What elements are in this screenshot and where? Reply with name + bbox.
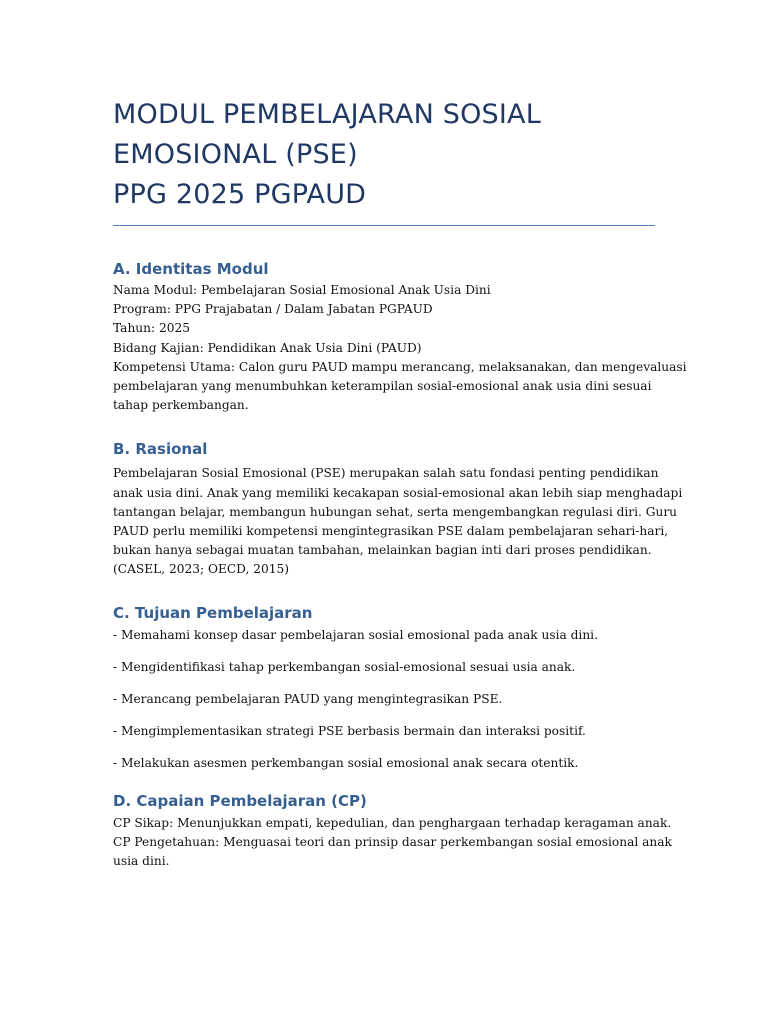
text-line: tahap perkembangan. <box>113 398 249 413</box>
text-line: Program: PPG Prajabatan / Dalam Jabatan PGPAUD <box>113 302 433 317</box>
text-line: (CASEL, 2023; OECD, 2015) <box>113 562 290 577</box>
section-body <box>113 814 672 872</box>
section-body <box>113 281 687 415</box>
text-line: Nama Modul: Pembelajaran Sosial Emosional Anak Usia Dini <box>113 283 491 297</box>
section-heading: C. Tujuan Pembelajaran <box>113 603 313 622</box>
section-heading: A. Identitas Modul <box>113 260 269 278</box>
text-line: CP Sikap: Menunjukkan empati, kepedulian, dan penghargaan terhadap keragaman anak. <box>113 815 672 830</box>
list-item: - Melakukan asesmen perkembangan sosial emosional anak secara otentik. <box>113 755 579 770</box>
list-item: - Mengimplementasikan strategi PSE berbasis bermain dan interaksi positif. <box>113 723 586 738</box>
title-line: PPG 2025 PGPAUD <box>113 179 367 210</box>
text-line: anak usia dini. Anak yang memiliki kecakapan sosial-emosional akan lebih siap menghadapi <box>113 485 683 500</box>
text-line: bukan hanya sebagai muatan tambahan, melainkan bagian inti dari proses pendidikan. <box>113 543 652 558</box>
section-heading: D. Capaian Pembelajaran (CP) <box>113 791 367 810</box>
text-line: usia dini. <box>113 854 170 869</box>
text-line: Kompetensi Utama: Calon guru PAUD mampu merancang, melaksanakan, dan mengevaluasi <box>113 359 687 374</box>
title-line: EMOSIONAL (PSE) <box>113 139 358 170</box>
text-line: tantangan belajar, membangun hubungan sehat, serta mengembangkan regulasi diri. Guru <box>113 504 678 519</box>
text-line: Pembelajaran Sosial Emosional (PSE) merupakan salah satu fondasi penting pendidikan <box>113 466 659 481</box>
title-line: MODUL PEMBELAJARAN SOSIAL <box>113 99 541 130</box>
section-body <box>113 464 683 579</box>
title-divider <box>113 225 655 226</box>
list-item: - Merancang pembelajaran PAUD yang mengintegrasikan PSE. <box>113 691 503 706</box>
list-item: - Memahami konsep dasar pembelajaran sosial emosional pada anak usia dini. <box>113 627 598 642</box>
text-line: PAUD perlu memiliki kompetensi mengintegrasikan PSE dalam pembelajaran sehari-hari, <box>113 524 669 539</box>
text-line: Bidang Kajian: Pendidikan Anak Usia Dini (PAUD) <box>113 340 422 355</box>
text-line: CP Pengetahuan: Menguasai teori dan prinsip dasar perkembangan sosial emosional anak <box>113 835 672 850</box>
section-tujuan-pembelajaran <box>113 603 655 773</box>
text-line: Tahun: 2025 <box>113 321 190 336</box>
section-heading: B. Rasional <box>113 440 208 459</box>
section-rasional <box>113 439 683 579</box>
text-line: pembelajaran yang menumbuhkan keterampilan sosial-emosional anak usia dini sesuai <box>113 379 652 394</box>
goal-list <box>113 626 655 773</box>
document-page <box>113 95 687 871</box>
section-identitas-modul <box>113 259 687 415</box>
document-title <box>113 95 655 215</box>
section-capaian-pembelajaran <box>113 791 672 872</box>
list-item: - Mengidentifikasi tahap perkembangan sosial-emosional sesuai usia anak. <box>113 659 576 674</box>
